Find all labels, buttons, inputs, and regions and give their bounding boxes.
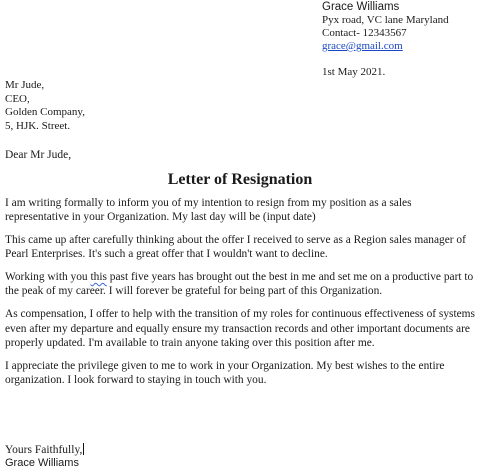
salutation: Dear Mr Jude, bbox=[5, 149, 72, 161]
recipient-street: 5, HJK. Street. bbox=[5, 119, 71, 132]
sender-contact: Contact- 12343567 bbox=[322, 27, 407, 39]
letter-title: Letter of Resignation bbox=[167, 171, 313, 188]
recipient-company: Golden Company, bbox=[5, 106, 85, 118]
body-paragraph bbox=[5, 270, 477, 299]
closing-text: Yours Faithfully, bbox=[5, 444, 83, 456]
body-paragraph: As compensation, I offer to help with the transition of my roles for continuous effectiveness of systems even after my departure and equally ensure my transaction records and other important documents are properly updated. I'm available to train anyone taking over this position after me. bbox=[5, 308, 475, 349]
letter-date: 1st May 2021. bbox=[322, 66, 386, 78]
paragraph-text: past five years has brought out the best in me and set me on a productive part to the peak of my career. I will forever be grateful for being part of this Organization. bbox=[5, 271, 474, 298]
body-paragraph: I am writing formally to inform you of my intention to resign from my position as a sales representative in your Organization. My last day will be (input date) bbox=[5, 197, 412, 224]
recipient-address-block bbox=[5, 79, 85, 133]
sender-email-link[interactable]: grace@gmail.com bbox=[322, 40, 403, 52]
letter-body bbox=[5, 196, 477, 396]
sender-name: Grace Williams bbox=[322, 1, 400, 13]
sender-address-block bbox=[322, 1, 449, 53]
closing-line bbox=[5, 443, 84, 457]
recipient-name: Mr Jude, bbox=[5, 79, 45, 91]
sender-address: Pyx road, VC lane Maryland bbox=[322, 14, 449, 26]
recipient-title: CEO, bbox=[5, 92, 30, 105]
body-paragraph: I appreciate the privilege given to me to work in your Organization. My best wishes to the entire organization. I look forward to staying in touch with you. bbox=[5, 359, 445, 386]
spellcheck-flagged-word[interactable]: this bbox=[90, 271, 107, 284]
text-cursor bbox=[83, 443, 84, 455]
body-paragraph: This came up after carefully thinking about the offer I received to serve as a Region sales manager of Pearl Enterprises. It's such a great offer that I wouldn't want to decline. bbox=[5, 234, 466, 261]
signature-name: Grace Williams bbox=[5, 457, 79, 469]
paragraph-text: Working with you bbox=[5, 271, 91, 284]
